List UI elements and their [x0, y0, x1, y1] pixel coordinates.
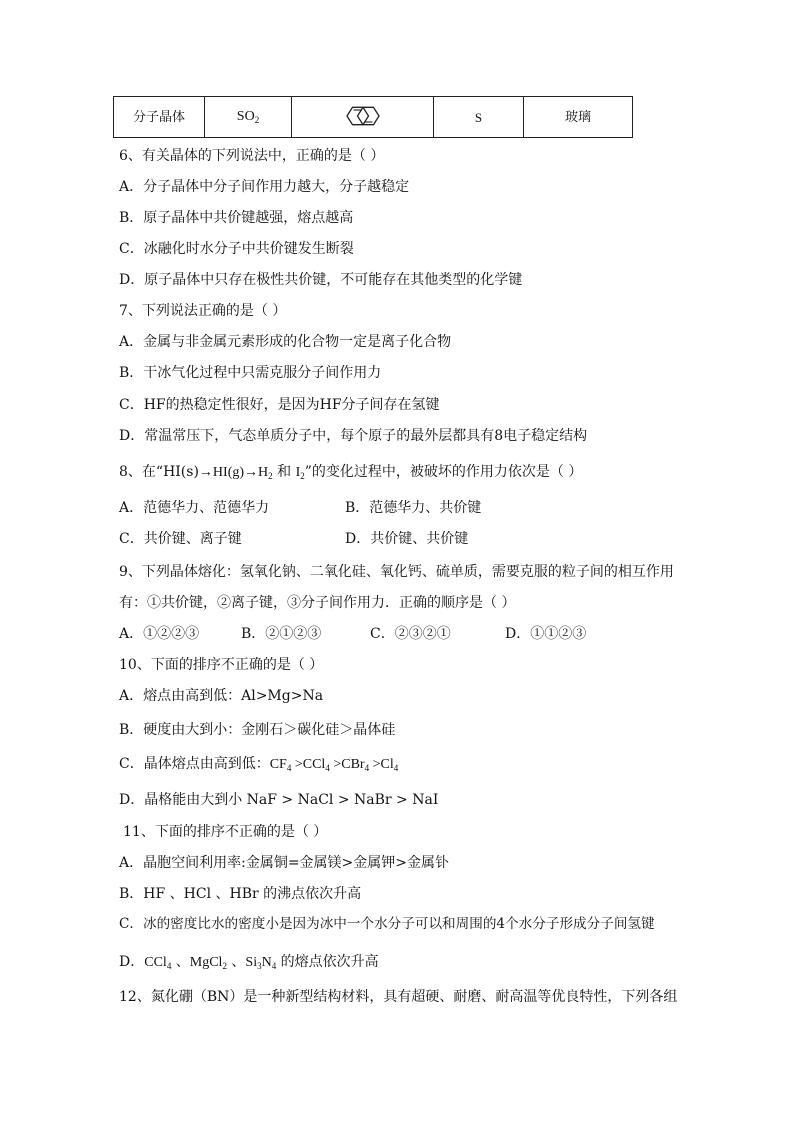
q8-option-b: B．范德华力、共价键 — [345, 500, 482, 516]
q8-stem: 8、在“$HI(s)\to HI(g)\to H_2$ 和 $I_2$”的变化过程中，被破坏的作用力依次是（ ） — [119, 464, 583, 481]
crystal-type-table — [113, 96, 633, 138]
table-cell-crystal-type: 分子晶体 — [114, 97, 205, 138]
q9-stem-line-2: 有：①共价键，②离子键，③分子间作用力．正确的顺序是（ ） — [119, 595, 516, 611]
q6-option-d: D．原子晶体中只存在极性共价键，不可能存在其他类型的化学键 — [119, 272, 523, 288]
q10-option-b: B．硬度由大到小：金刚石＞碳化硅＞晶体硅 — [119, 722, 396, 738]
q11-option-a: A．晶胞空间利用率:金属铜=金属镁>金属钾>金属钋 — [119, 855, 450, 871]
q12-stem: 12、氮化硼（BN）是一种新型结构材料，具有超硬、耐磨、耐高温等优良特性，下列各组 — [119, 989, 678, 1005]
q9-option-b: B．②①②③ — [241, 626, 322, 642]
q10-stem: 10、下面的排序不正确的是（ ） — [119, 657, 324, 673]
table-cell-so2: $SO_2$ — [205, 97, 292, 138]
q9-option-d: D．①①②③ — [505, 626, 587, 642]
q8-option-c: C．共价键、离子键 — [119, 531, 242, 547]
q11-option-d: D．CCl$_4$ 、MgCl$_2$ 、$Si_3N_4$ 的熔点依次升高 — [119, 954, 379, 971]
table-row — [114, 97, 633, 138]
q7-option-c: C．HF的热稳定性很好，是因为HF分子间存在氢键 — [119, 397, 440, 413]
q10-option-c: C．晶体熔点由高到低：$CF_4 >CCl_4 >CBr_4 >Cl_4$ — [119, 756, 399, 773]
table-cell-structure — [292, 97, 434, 138]
q6-option-b: B．原子晶体中共价键越强，熔点越高 — [119, 210, 354, 226]
q11-option-c: C．冰的密度比水的密度小是因为冰中一个水分子可以和周围的4个水分子形成分子间氢键 — [119, 916, 655, 932]
q9-option-c: C．②③②① — [370, 626, 451, 642]
q8-option-a: A．范德华力、范德华力 — [119, 500, 270, 516]
q10-option-d: D．晶格能由大到小 NaF > NaCl > NaBr > NaI — [119, 792, 439, 808]
table-cell-glass: 玻璃 — [524, 97, 633, 138]
q6-option-a: A．分子晶体中分子间作用力越大，分子越稳定 — [119, 179, 410, 195]
q8-option-d: D．共价键、共价键 — [345, 531, 469, 547]
naphthalene-structure-icon — [341, 103, 385, 129]
q11-option-b: B．HF 、HCl 、HBr 的沸点依次升高 — [119, 886, 362, 902]
q9-option-a: A．①②②③ — [119, 626, 200, 642]
q6-option-c: C．冰融化时水分子中共价键发生断裂 — [119, 241, 354, 257]
q7-option-b: B．干冰气化过程中只需克服分子间作用力 — [119, 365, 382, 381]
q11-stem: 11、下面的排序不正确的是（ ） — [123, 824, 328, 840]
q7-option-a: A．金属与非金属元素形成的化合物一定是离子化合物 — [119, 334, 452, 350]
q7-stem: 7、下列说法正确的是（ ） — [119, 303, 287, 319]
q7-option-d: D．常温常压下，气态单质分子中，每个原子的最外层都具有8电子稳定结构 — [119, 428, 588, 444]
q9-stem-line-1: 9、下列晶体熔化：氢氧化钠、二氧化硅、氧化钙、硫单质，需要克服的粒子间的相互作用 — [119, 564, 674, 580]
table-cell-sulfur: S — [434, 97, 524, 138]
q10-option-a: A．熔点由高到低：Al>Mg>Na — [119, 688, 324, 704]
q6-stem: 6、有关晶体的下列说法中，正确的是（ ） — [119, 148, 385, 164]
